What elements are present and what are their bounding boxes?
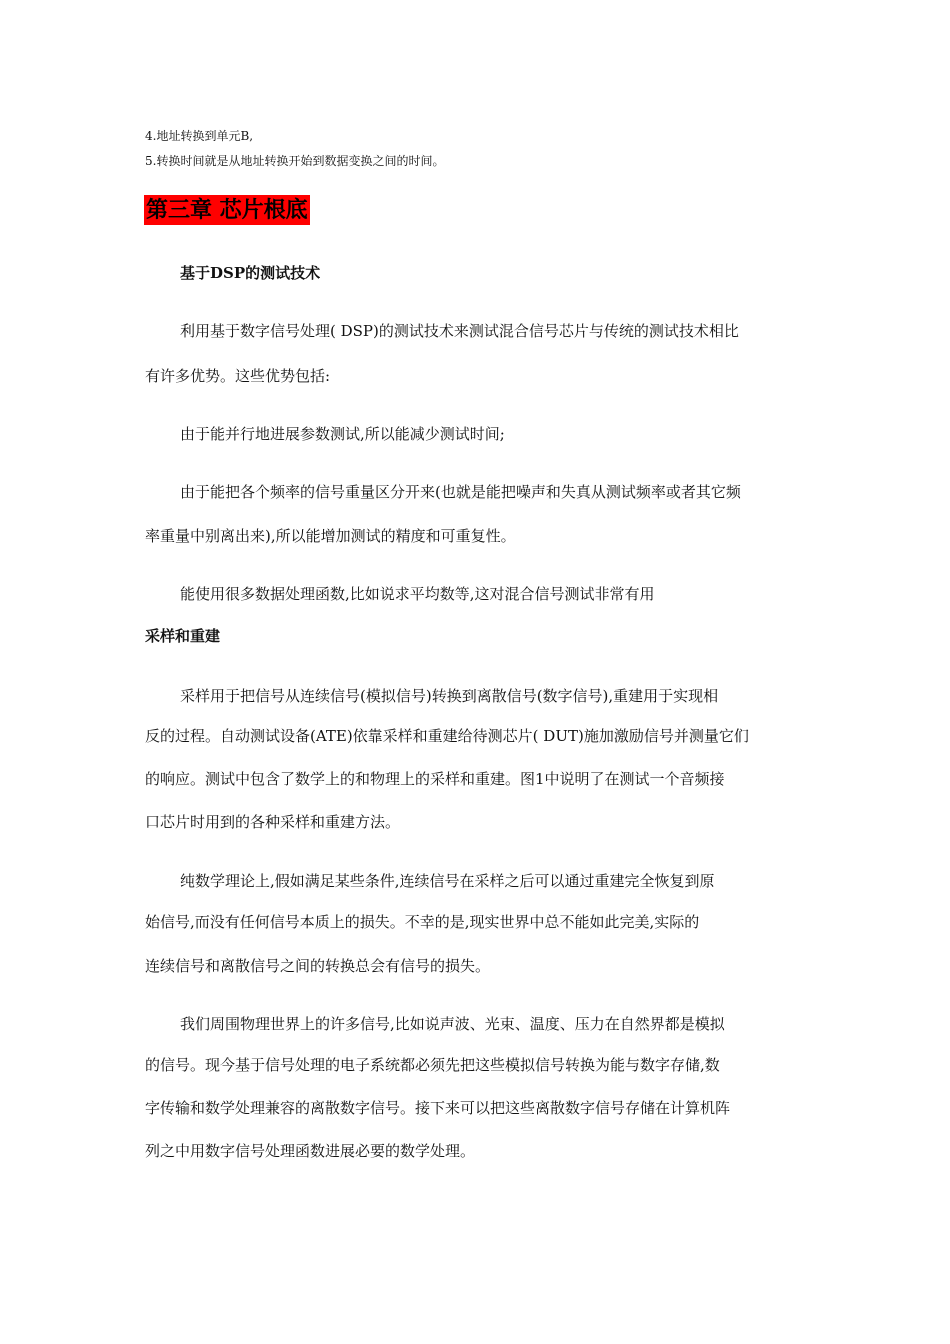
paragraph-line: 由于能把各个频率的信号重量区分开来(也就是能把噪声和失真从测试频率或者其它频	[180, 483, 741, 501]
section-heading-dsp: 基于DSP的测试技术	[180, 264, 321, 282]
paragraph-line: 由于能并行地进展参数测试,所以能减少测试时间;	[180, 425, 505, 443]
paragraph-line: 率重量中别离出来),所以能增加测试的精度和可重复性。	[145, 527, 516, 545]
paragraph-line: 采样用于把信号从连续信号(模拟信号)转换到离散信号(数字信号),重建用于实现相	[180, 687, 719, 705]
note-line-4: 4.地址转换到单元B,	[145, 129, 254, 143]
paragraph-line: 的信号。现今基于信号处理的电子系统都必须先把这些模拟信号转换为能与数字存储,数	[145, 1056, 720, 1074]
paragraph-line: 口芯片时用到的各种采样和重建方法。	[145, 813, 401, 831]
note-line-5: 5.转换时间就是从地址转换开始到数据变换之间的时间。	[145, 154, 445, 168]
paragraph-line: 连续信号和离散信号之间的转换总会有信号的损失。	[145, 957, 491, 975]
paragraph-line: 字传输和数学处理兼容的离散数字信号。接下来可以把这些离散数字信号存储在计算机阵	[145, 1099, 731, 1117]
paragraph-line: 反的过程。自动测试设备(ATE)依靠采样和重建给待测芯片( DUT)施加激励信号并测量它们	[145, 727, 749, 745]
paragraph-line: 有许多优势。这些优势包括:	[145, 367, 331, 385]
paragraph-line: 的响应。测试中包含了数学上的和物理上的采样和重建。图1中说明了在测试一个音频接	[145, 770, 725, 788]
section-heading-sampling: 采样和重建	[145, 627, 221, 645]
paragraph-line: 纯数学理论上,假如满足某些条件,连续信号在采样之后可以通过重建完全恢复到原	[180, 872, 715, 890]
paragraph-line: 利用基于数字信号处理( DSP)的测试技术来测试混合信号芯片与传统的测试技术相比	[180, 322, 739, 340]
paragraph-line: 列之中用数字信号处理函数进展必要的数学处理。	[145, 1142, 476, 1160]
paragraph-line: 始信号,而没有任何信号本质上的损失。不幸的是,现实世界中总不能如此完美,实际的	[145, 913, 700, 931]
paragraph-line: 我们周围物理世界上的许多信号,比如说声波、光束、温度、压力在自然界都是模拟	[180, 1015, 725, 1033]
chapter-title: 第三章 芯片根底	[146, 197, 308, 223]
paragraph-line: 能使用很多数据处理函数,比如说求平均数等,这对混合信号测试非常有用	[180, 585, 655, 603]
